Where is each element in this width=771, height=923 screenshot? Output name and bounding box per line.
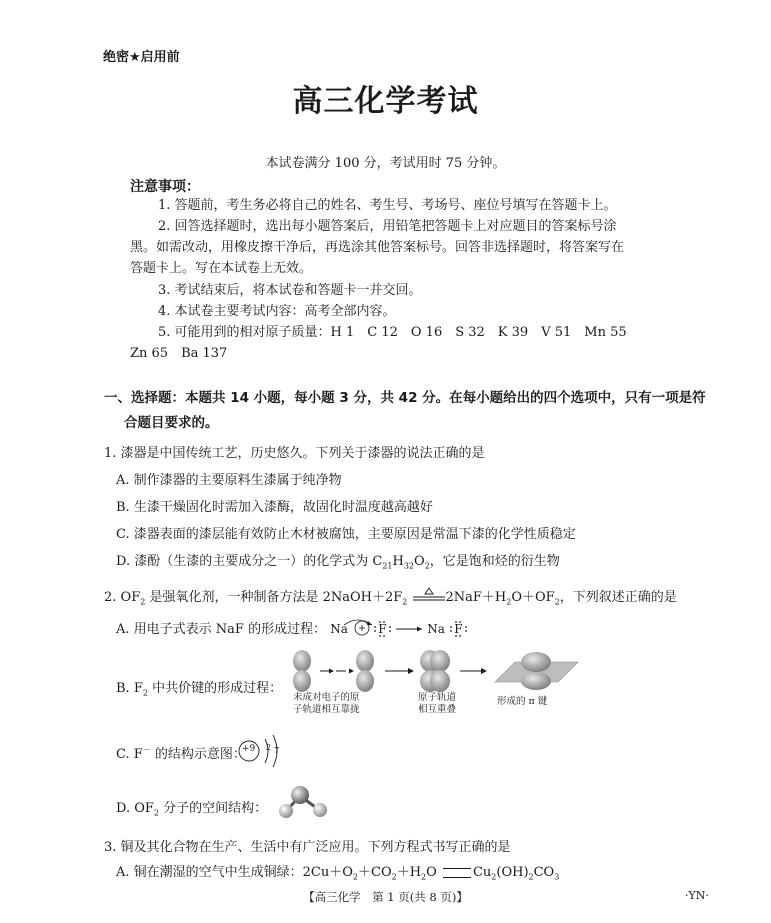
notice-line: 5. 可能用到的相对原子质量：H 1 C 12 O 16 S 32 K 39 V 51 Mn 55 [158, 325, 627, 340]
figure-caption-1: 未成对电子的原 子轨道相互靠拢 [293, 692, 360, 715]
shell-2-electrons: 7 [274, 746, 280, 755]
question-2-option-c: C. F－ 的结构示意图： [116, 745, 246, 762]
confidential-label: 绝密★启用前 [103, 50, 180, 65]
figure-caption-2: 原子轨道 相互重叠 [418, 692, 457, 715]
orbital-right [356, 650, 374, 692]
shell-1-electrons: 2 [266, 743, 272, 752]
section-heading-cont: 合题目要求的。 [124, 415, 219, 431]
notice-heading: 注意事项： [130, 179, 200, 195]
region-code: ·YN· [685, 889, 709, 902]
orbital-overlap-diagram [290, 648, 580, 698]
pi-bond [495, 652, 578, 690]
question-2-option-d: D. $OF_2$ 分子的空间结构： [116, 801, 268, 818]
heat-equals-sign [412, 591, 446, 605]
question-1-option-b: B. 生漆干燥固化时需加入漆酶，故固化时温度越高越好 [116, 500, 433, 515]
section-heading: 一、选择题：本题共 14 小题，每小题 3 分，共 42 分。在每小题给出的四个选项中，只有一项是符 [104, 390, 706, 406]
notice-line: 4. 本试卷主要考试内容：高考全部内容。 [158, 304, 396, 319]
electron-formula: Na F Na F [330, 622, 480, 638]
notice-line: 黑。如需改动，用橡皮擦干净后，再选涂其他答案标号。回答非选择题时，将答案写在 [130, 240, 625, 255]
question-2-option-b: B. $F_2$ 中共价键的形成过程： [116, 681, 283, 698]
notice-line: 2. 回答选择题时，选出每小题答案后，用铅笔把答题卡上对应题目的答案标号涂 [158, 219, 617, 234]
question-3-option-a: A. 铜在潮湿的空气中生成铜绿：$2Cu+O_2+CO_2+H_2O$ $Cu_2(OH)_2CO_3$ [116, 865, 560, 882]
equals-sign [443, 868, 471, 878]
question-1-option-c: C. 漆器表面的漆层能有效防止木材被腐蚀，主要原因是常温下漆的化学性质稳定 [116, 527, 576, 542]
notice-line: Zn 65 Ba 137 [130, 346, 228, 361]
page-title: 高三化学考试 [292, 84, 479, 119]
orbital-overlap [420, 650, 450, 692]
exam-info: 本试卷满分 100 分，考试用时 75 分钟。 [265, 156, 506, 171]
notice-line: 答题卡上。写在本试卷上无效。 [130, 261, 313, 276]
question-3-stem: 3. 铜及其化合物在生产、生活中有广泛应用。下列方程式书写正确的是 [104, 840, 511, 855]
question-2-option-a: A. 用电子式表示 NaF 的形成过程： Na F Na F [116, 618, 480, 638]
nucleus-charge: +9 [242, 744, 256, 754]
notice-line: 3. 考试结束后，将本试卷和答题卡一并交回。 [158, 283, 422, 298]
orbital-left [293, 650, 311, 692]
question-1-stem: 1. 漆器是中国传统工艺，历史悠久。下列关于漆器的说法正确的是 [104, 446, 485, 461]
page-footer: 【高三化学 第 1 页(共 8 页)】 [303, 890, 468, 904]
figure-caption-3: 形成的 π 键 [497, 696, 548, 707]
notice-line: 1. 答题前，考生务必将自己的姓名、考生号、考场号、座位号填写在答题卡上。 [158, 198, 617, 213]
question-1-option-a: A. 制作漆器的主要原料生漆属于纯净物 [116, 473, 342, 488]
question-2-stem: 2. $OF_2$ 是强氧化剂，一种制备方法是 $2NaOH+2F_2$ $2NaF+H_2O+OF_2$，下列叙述正确的是 [104, 586, 677, 607]
molecule-model [276, 784, 336, 820]
question-1-option-d: D. 漆酚（生漆的主要成分之一）的化学式为 $C_{21}H_{32}O_2$，它是饱和烃的衍生物 [116, 554, 560, 571]
